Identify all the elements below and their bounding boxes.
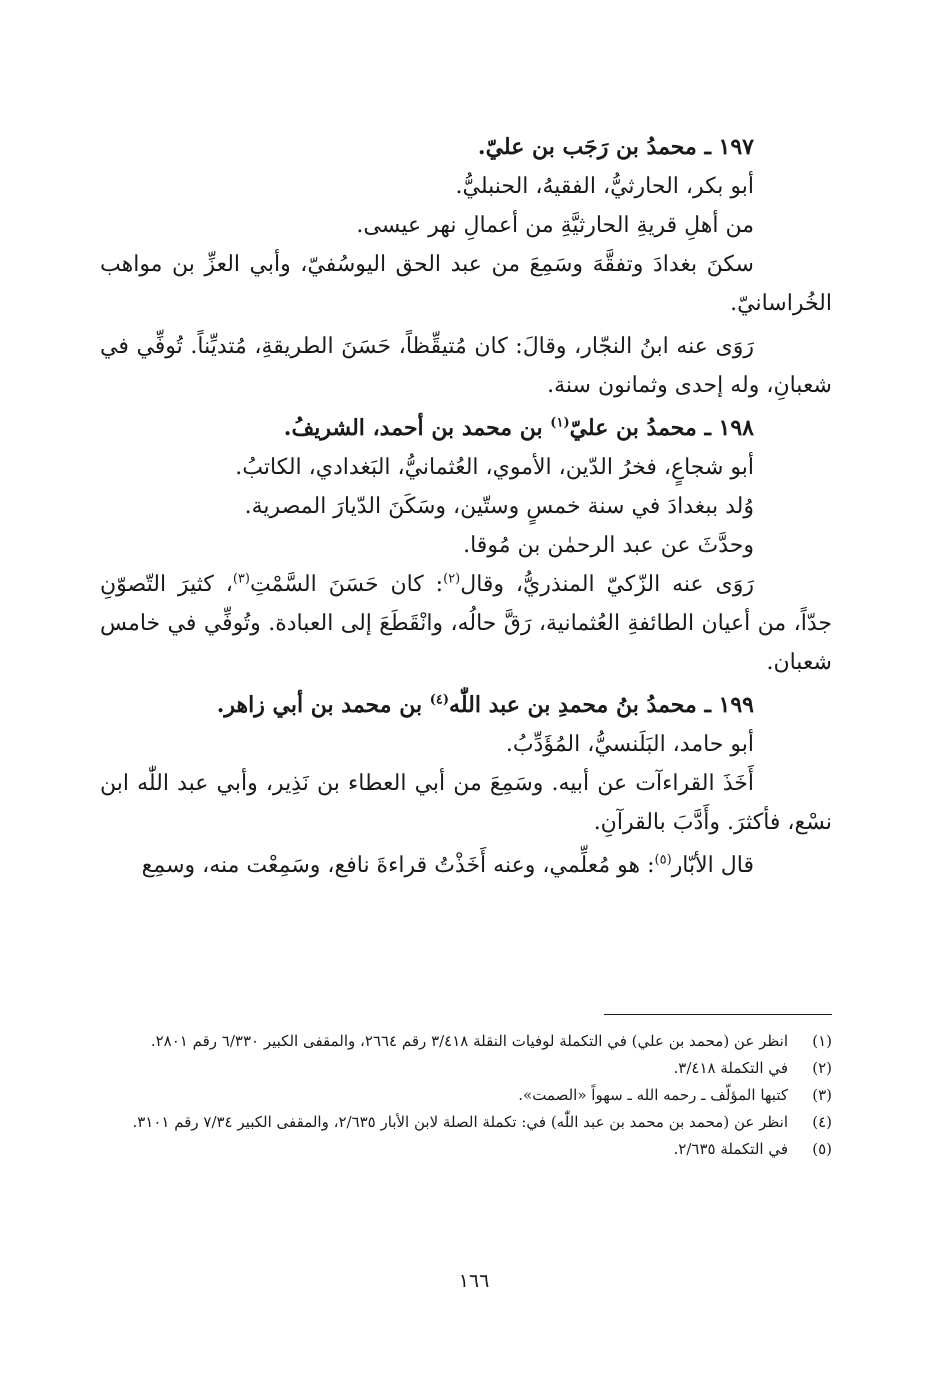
footnote-text: في التكملة ٢/٦٣٥.: [673, 1140, 788, 1158]
footnote-divider: [604, 1014, 832, 1015]
footnote-number: (٢): [812, 1059, 832, 1077]
footnotes: [100, 1028, 832, 1163]
footnote-text: انظر عن (محمد بن علي) في التكملة لوفيات النقلة ٣/٤١٨ رقم ٢٦٦٤، والمقفى الكبير ٦/٣٣٠ رقم ٢٨٠١.: [150, 1032, 788, 1050]
footnote: [100, 1055, 832, 1082]
footnote: [100, 1109, 832, 1136]
heading-text: ١٩٩ ـ محمدُ بنُ محمدِ بن عبد اللّٰه: [449, 692, 754, 718]
paragraph-text: ، كثيرَ التّصوّنِ جدّاً، من أعيان الطائفةِ العُثمانية، رَقَّ حالُه، وانْقَطَعَ إلى العبادة. وتُوفِّي في خامس شعبان.: [100, 572, 832, 675]
entry-paragraph: وُلد ببغدادَ في سنة خمسٍ وستّين، وسَكَنَ الدّيارَ المصرية.: [244, 494, 754, 519]
footnote-ref: (٤): [429, 692, 450, 708]
paragraph-text: : كان حَسَنَ السَّمْتِ: [249, 572, 444, 597]
footnote-number: (٣): [812, 1086, 832, 1104]
footnote: [100, 1136, 832, 1163]
paragraph-text: رَوَى عنه الزّكيّ المنذريُّ، وقال: [460, 572, 755, 597]
entry-paragraph: أبو شجاعٍ، فخرُ الدّين، الأموي، العُثمانيُّ، البَغدادي، الكاتبُ.: [235, 455, 754, 480]
footnote-text: كتبها المؤلّف ـ رحمه الله ـ سهواً «الصمت».: [518, 1086, 788, 1104]
paragraph-text: : هو مُعلِّمي، وعنه أَخَذْتُ قراءةَ نافع، وسَمِعْت منه، وسمِع: [141, 853, 655, 878]
entry-paragraph: رَوَى عنه ابنُ النجّار، وقالَ: كان مُتيقِّظاً، حَسَنَ الطريقةِ، مُتديِّناً. تُوفِّي في شعبانِ، وله إحدى وثمانون سنة.: [100, 334, 832, 398]
footnote-text: في التكملة ٣/٤١٨.: [673, 1059, 788, 1077]
heading-text: بن محمد بن أحمد، الشريفُ.: [283, 415, 551, 441]
footnote: [100, 1028, 832, 1055]
entry-paragraph: [100, 565, 832, 682]
heading-text: ١٩٨ ـ محمدُ بن عليّ: [569, 415, 754, 441]
entry-paragraph: سكنَ بغدادَ وتفقَّهَ وسَمِعَ من عبد الحق اليوسُفيّ، وأبي العزِّ بن مواهب الخُراسانيّ.: [100, 252, 832, 316]
footnote-number: (٤): [812, 1113, 832, 1131]
entry-heading: [100, 686, 832, 725]
entry-heading: [100, 409, 832, 448]
paragraph-text: قال الأبّار: [671, 853, 754, 878]
footnote-ref: (٥): [654, 852, 672, 868]
main-text: [100, 128, 832, 885]
heading-text: بن محمد بن أبي زاهر.: [216, 692, 430, 718]
footnote-ref: (٣): [232, 571, 250, 587]
footnote-number: (١): [812, 1032, 832, 1050]
entry-paragraph: وحدَّثَ عن عبد الرحمٰن بن مُوقا.: [463, 533, 754, 558]
page-number: ١٦٦: [458, 1270, 490, 1292]
entry-heading: ١٩٧ ـ محمدُ بن رَجَب بن عليّ.: [477, 134, 754, 160]
entry-paragraph: [100, 846, 832, 885]
footnote-text: انظر عن (محمد بن محمد بن عبد اللّٰه) في: تكملة الصلة لابن الأبار ٢/٦٣٥، والمقفى الكبير ٧/٣٤ رقم ٣١٠١.: [132, 1113, 788, 1131]
entry-paragraph: أبو حامد، البَلَنسيُّ، المُؤَدِّبُ.: [505, 732, 754, 757]
footnote-ref: (٢): [443, 571, 461, 587]
entry-paragraph: من أهلِ قريةِ الحارثيَّةِ من أعمالِ نهر عيسى.: [356, 213, 754, 238]
entry-paragraph: أَخَذَ القراءآت عن أبيه. وسَمِعَ من أبي العطاء بن نَذِير، وأبي عبد اللّٰه ابن نسْع، فأكثرَ. وأَدَّبَ بالقرآنِ.: [100, 771, 832, 835]
entry-paragraph: أبو بكر، الحارثيُّ، الفقيهُ، الحنبليُّ.: [455, 174, 754, 199]
footnote: [100, 1082, 832, 1109]
footnote-ref: (١): [550, 415, 570, 431]
footnote-number: (٥): [812, 1140, 832, 1158]
